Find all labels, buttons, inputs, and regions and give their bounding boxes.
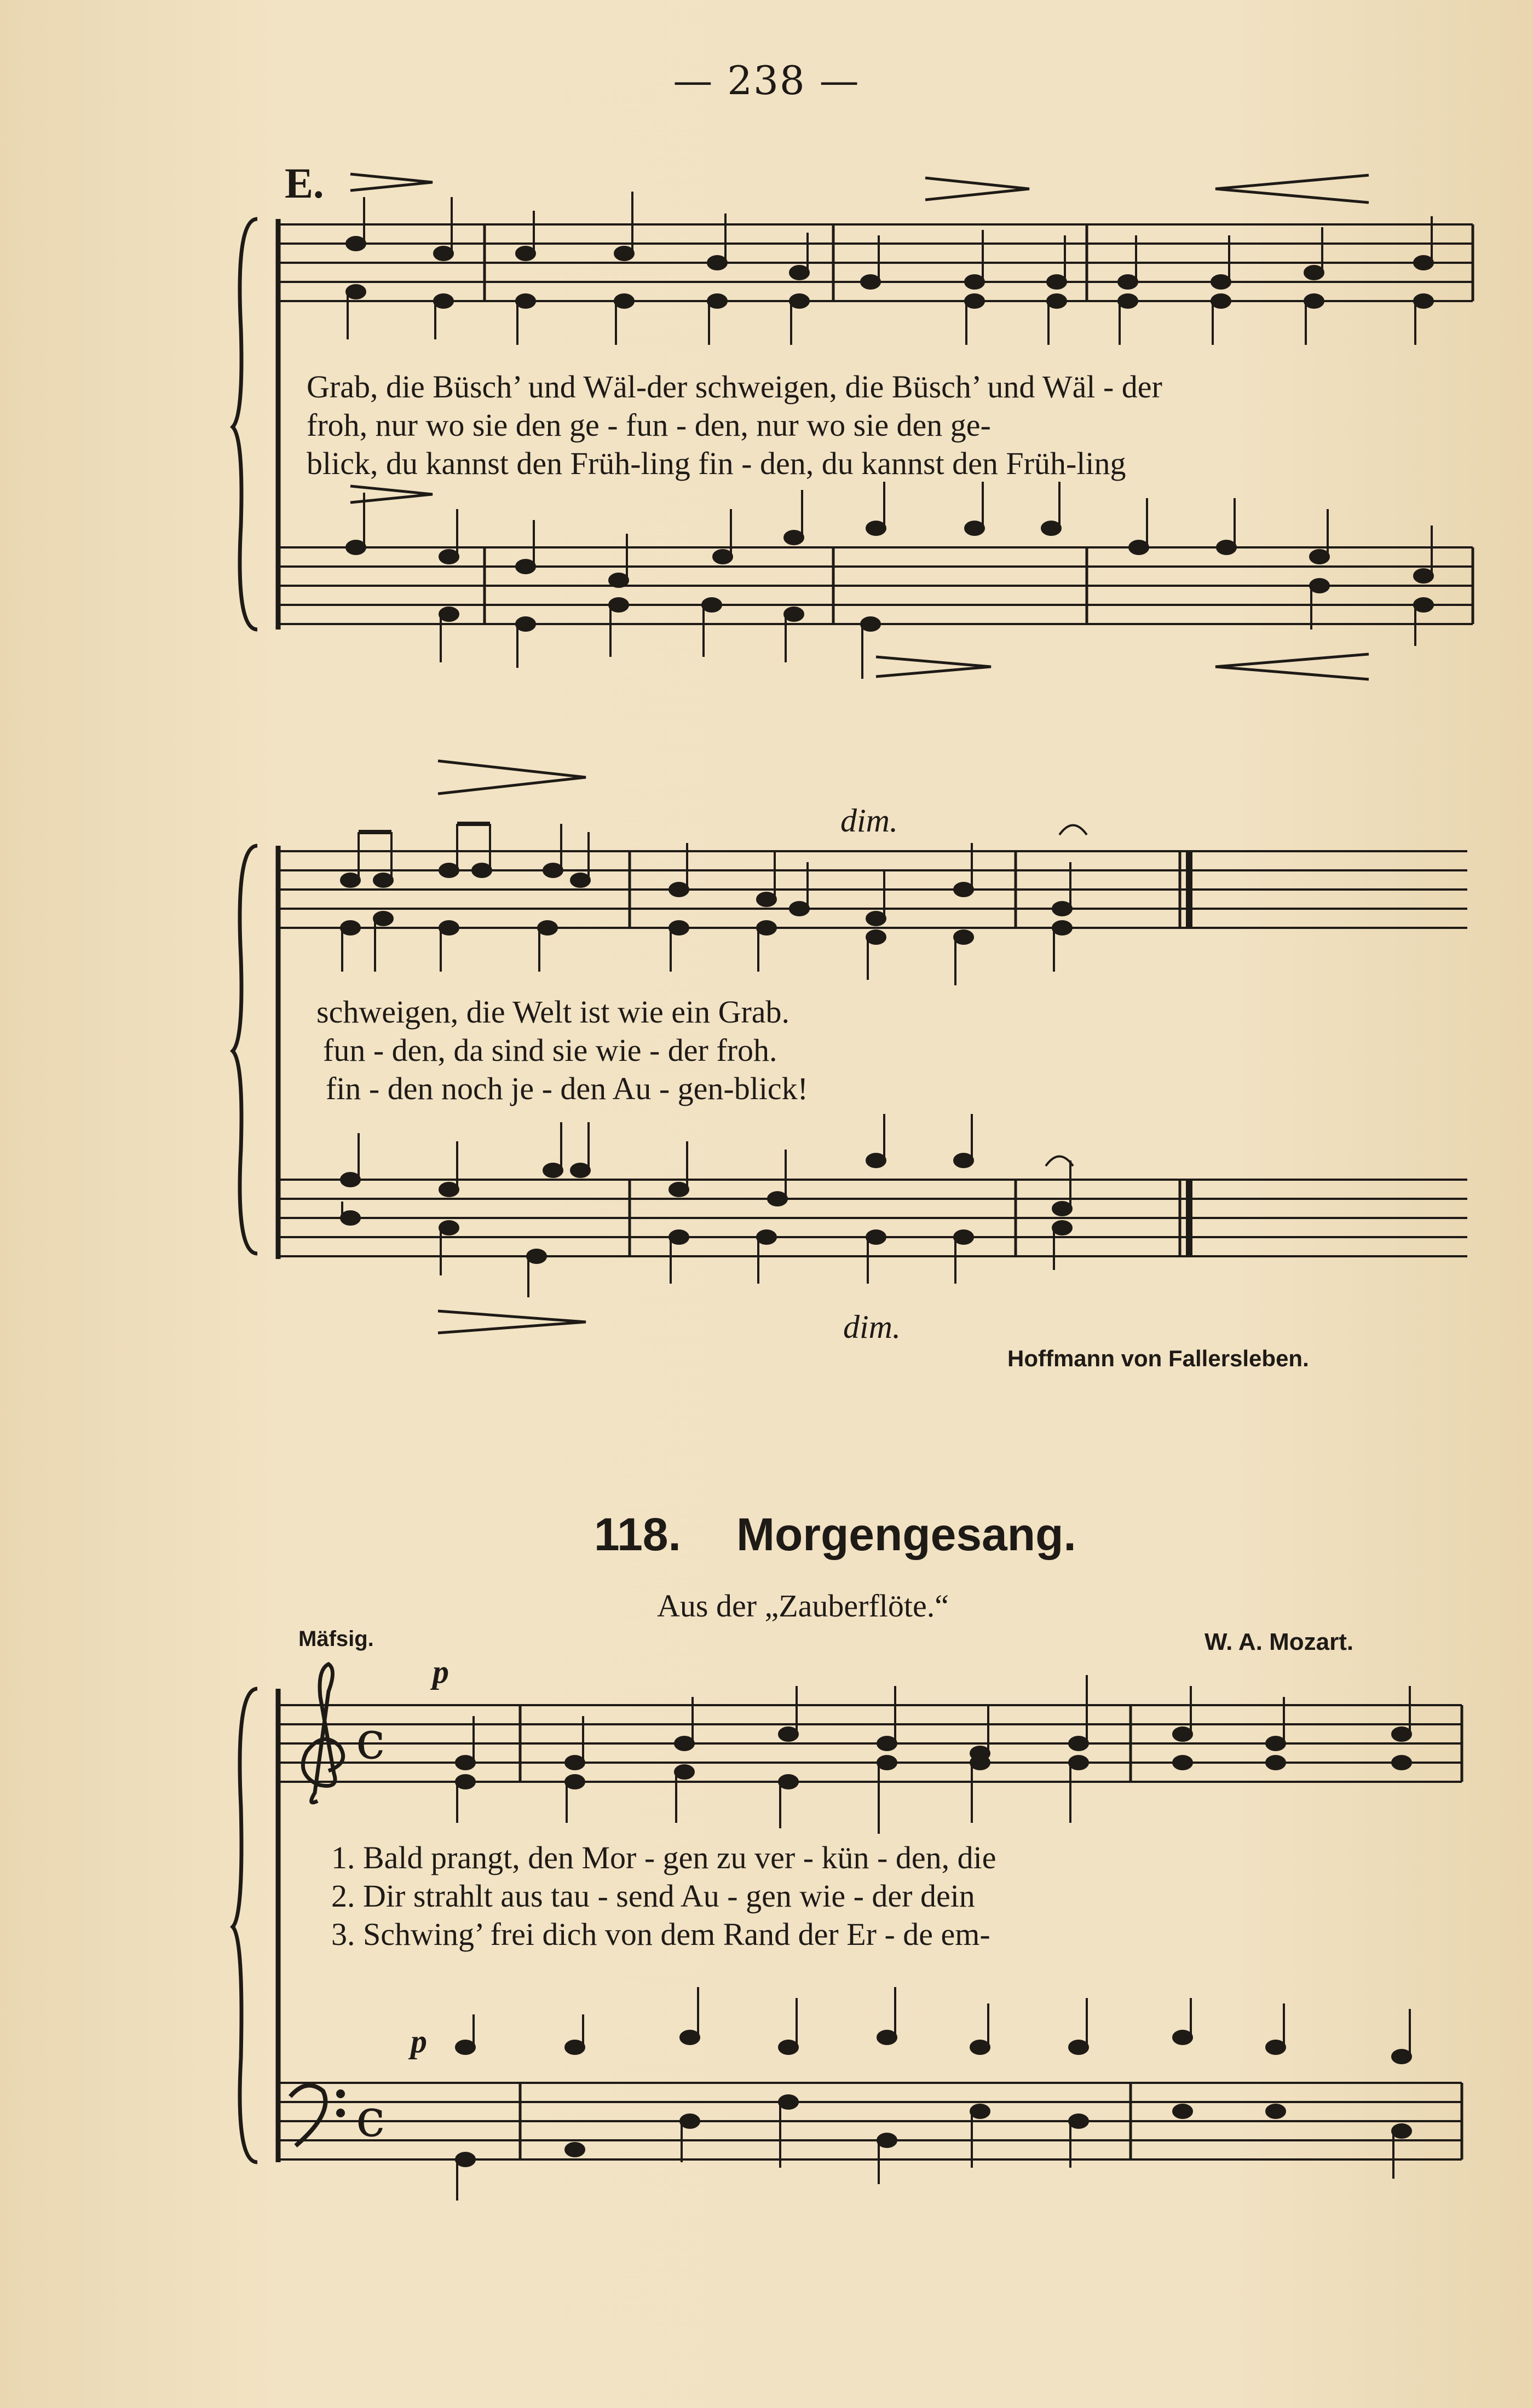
song-lyric-verse-3: 3. Schwing’ frei dich von dem Rand der Er - de em- (331, 1916, 990, 1952)
page-number: — 238 — (673, 57, 860, 103)
system2-lyric-line-1: schweigen, die Welt ist wie ein Grab. (316, 994, 790, 1030)
song-lyric-verse-2: 2. Dir strahlt aus tau - send Au - gen wie - der dein (331, 1878, 975, 1914)
bass-clef-dot-1 (337, 2091, 344, 2097)
bass-clef-dot-2 (337, 2110, 344, 2116)
dim-marking-top: dim. (840, 802, 898, 839)
system1-lyric-line-2: froh, nur wo sie den ge - fun - den, nur wo sie den ge- (307, 407, 991, 443)
svg-text:c: c (356, 1711, 385, 1771)
dim-marking-bottom: dim. (843, 1309, 901, 1345)
song-subtitle: Aus der „Zauberflöte.“ (657, 1588, 949, 1624)
bass-clef (290, 2086, 325, 2146)
piano-marking-bottom: p (411, 2023, 427, 2059)
fermata-top (1059, 825, 1087, 835)
composer-credit: W. A. Mozart. (1204, 1629, 1354, 1655)
system1-treble-staff (278, 224, 1473, 301)
song-number: 118. (594, 1509, 681, 1560)
svg-text:c: c (356, 2088, 385, 2149)
system1-brace (233, 219, 257, 630)
section-mark: E. (285, 159, 324, 207)
system2-lyric-line-3: fin - den noch je - den Au - gen-blick! (326, 1071, 808, 1106)
song-lyric-verse-1: 1. Bald prangt, den Mor - gen zu ver - kün - den, die (331, 1840, 996, 1875)
system2-lyric-line-2: fun - den, da sind sie wie - der froh. (323, 1032, 777, 1068)
system1-lyric-line-1: Grab, die Büsch’ und Wäl-der schweigen, die Büsch’ und Wäl - der (307, 369, 1162, 405)
lyricist-credit: Hoffmann von Fallersleben. (1007, 1346, 1309, 1371)
song-title: Morgengesang. (736, 1509, 1076, 1560)
piano-marking-top: p (433, 1654, 449, 1690)
tempo-marking: Mäfsig. (298, 1627, 374, 1651)
system2-brace (233, 846, 257, 1254)
system3-brace (233, 1689, 257, 2162)
system1-lyric-line-3: blick, du kannst den Früh-ling fin - den, du kannst den Früh-ling (307, 446, 1126, 481)
system3-bass-staff (278, 2083, 1462, 2159)
fermata-bottom (1046, 1157, 1073, 1167)
